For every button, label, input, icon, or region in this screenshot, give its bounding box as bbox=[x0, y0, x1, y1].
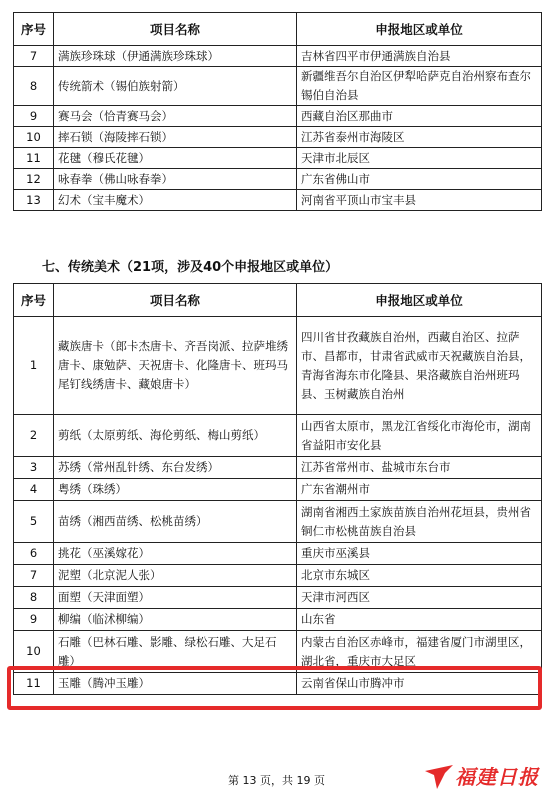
row-region: 吉林省四平市伊通满族自治县 bbox=[297, 46, 542, 67]
table-row bbox=[14, 415, 542, 457]
header-no: 序号 bbox=[14, 13, 54, 46]
table-traditional-art bbox=[13, 283, 542, 695]
row-region: 湖南省湘西土家族苗族自治州花垣县，贵州省铜仁市松桃苗族自治县 bbox=[297, 501, 542, 543]
row-no: 10 bbox=[14, 127, 54, 148]
row-no: 8 bbox=[14, 587, 54, 609]
row-region: 四川省甘孜藏族自治州，西藏自治区、拉萨市、昌都市，甘肃省武威市天祝藏族自治县，青海省海东市化隆县、果洛藏族自治州班玛县、玉树藏族自治州 bbox=[297, 317, 542, 415]
row-name: 玉雕（腾冲玉雕） bbox=[54, 673, 297, 695]
logo-text: 福建日报 bbox=[455, 765, 539, 789]
row-name: 面塑（天津面塑） bbox=[54, 587, 297, 609]
row-no: 9 bbox=[14, 106, 54, 127]
header-name: 项目名称 bbox=[54, 284, 297, 317]
table-row bbox=[14, 501, 542, 543]
header-region: 申报地区或单位 bbox=[297, 284, 542, 317]
row-no: 12 bbox=[14, 169, 54, 190]
row-no: 1 bbox=[14, 317, 54, 415]
row-no: 7 bbox=[14, 46, 54, 67]
row-no: 13 bbox=[14, 190, 54, 211]
row-region: 天津市北辰区 bbox=[297, 148, 542, 169]
table-row bbox=[14, 169, 542, 190]
row-region: 重庆市巫溪县 bbox=[297, 543, 542, 565]
table-row bbox=[14, 317, 542, 415]
section-title: 七、传统美术（21项，涉及40个申报地区或单位） bbox=[42, 260, 339, 275]
row-region: 新疆维吾尔自治区伊犁哈萨克自治州察布查尔锡伯自治县 bbox=[297, 67, 542, 106]
row-no: 6 bbox=[14, 543, 54, 565]
row-no: 9 bbox=[14, 609, 54, 631]
row-region: 北京市东城区 bbox=[297, 565, 542, 587]
row-region: 西藏自治区那曲市 bbox=[297, 106, 542, 127]
row-name: 挑花（巫溪嫁花） bbox=[54, 543, 297, 565]
row-name: 泥塑（北京泥人张） bbox=[54, 565, 297, 587]
logo-swoosh-icon bbox=[423, 761, 457, 791]
row-region: 广东省佛山市 bbox=[297, 169, 542, 190]
table-header-row bbox=[14, 13, 542, 46]
table-row bbox=[14, 543, 542, 565]
row-no: 7 bbox=[14, 565, 54, 587]
page-footer: 第 13 页，共 19 页 bbox=[228, 774, 325, 787]
table-row bbox=[14, 587, 542, 609]
table-row bbox=[14, 565, 542, 587]
table-row bbox=[14, 67, 542, 106]
row-name: 石雕（巴林石雕、影雕、绿松石雕、大足石雕） bbox=[54, 631, 297, 673]
row-name: 满族珍珠球（伊通满族珍珠球） bbox=[54, 46, 297, 67]
table-row bbox=[14, 609, 542, 631]
row-no: 5 bbox=[14, 501, 54, 543]
row-name: 花毽（穆氏花毽） bbox=[54, 148, 297, 169]
table-row bbox=[14, 127, 542, 148]
table-row bbox=[14, 457, 542, 479]
row-name: 藏族唐卡（郎卡杰唐卡、齐吾岗派、拉萨堆绣唐卡、康勉萨、天祝唐卡、化隆唐卡、班玛马尾钉线绣唐卡、藏娘唐卡） bbox=[54, 317, 297, 415]
row-region: 广东省潮州市 bbox=[297, 479, 542, 501]
header-region: 申报地区或单位 bbox=[297, 13, 542, 46]
row-no: 3 bbox=[14, 457, 54, 479]
row-name: 传统箭术（锡伯族射箭） bbox=[54, 67, 297, 106]
row-name: 摔石锁（海陵摔石锁） bbox=[54, 127, 297, 148]
row-name: 苗绣（湘西苗绣、松桃苗绣） bbox=[54, 501, 297, 543]
row-region: 内蒙古自治区赤峰市，福建省厦门市湖里区，湖北省，重庆市大足区 bbox=[297, 631, 542, 673]
row-region: 河南省平顶山市宝丰县 bbox=[297, 190, 542, 211]
row-name: 苏绣（常州乱针绣、东台发绣） bbox=[54, 457, 297, 479]
row-name: 赛马会（恰青赛马会） bbox=[54, 106, 297, 127]
table-row bbox=[14, 479, 542, 501]
row-no: 2 bbox=[14, 415, 54, 457]
row-no: 8 bbox=[14, 67, 54, 106]
row-no: 10 bbox=[14, 631, 54, 673]
row-name: 剪纸（太原剪纸、海伦剪纸、梅山剪纸） bbox=[54, 415, 297, 457]
row-region: 江苏省常州市、盐城市东台市 bbox=[297, 457, 542, 479]
table-row bbox=[14, 190, 542, 211]
row-no: 11 bbox=[14, 148, 54, 169]
highlight-box bbox=[7, 666, 542, 710]
row-region: 江苏省泰州市海陵区 bbox=[297, 127, 542, 148]
row-name: 柳编（临沭柳编） bbox=[54, 609, 297, 631]
row-name: 幻术（宝丰魔术） bbox=[54, 190, 297, 211]
row-no: 4 bbox=[14, 479, 54, 501]
row-name: 咏春拳（佛山咏春拳） bbox=[54, 169, 297, 190]
table-row bbox=[14, 46, 542, 67]
table-header-row bbox=[14, 284, 542, 317]
row-region: 云南省保山市腾冲市 bbox=[297, 673, 542, 695]
row-region: 山东省 bbox=[297, 609, 542, 631]
table-row bbox=[14, 148, 542, 169]
table-row bbox=[14, 106, 542, 127]
row-region: 山西省太原市，黑龙江省绥化市海伦市，湖南省益阳市安化县 bbox=[297, 415, 542, 457]
fujian-daily-logo-icon bbox=[423, 757, 548, 795]
row-region: 天津市河西区 bbox=[297, 587, 542, 609]
header-no: 序号 bbox=[14, 284, 54, 317]
header-name: 项目名称 bbox=[54, 13, 297, 46]
table-continued bbox=[13, 12, 542, 211]
row-no: 11 bbox=[14, 673, 54, 695]
row-name: 粤绣（珠绣） bbox=[54, 479, 297, 501]
